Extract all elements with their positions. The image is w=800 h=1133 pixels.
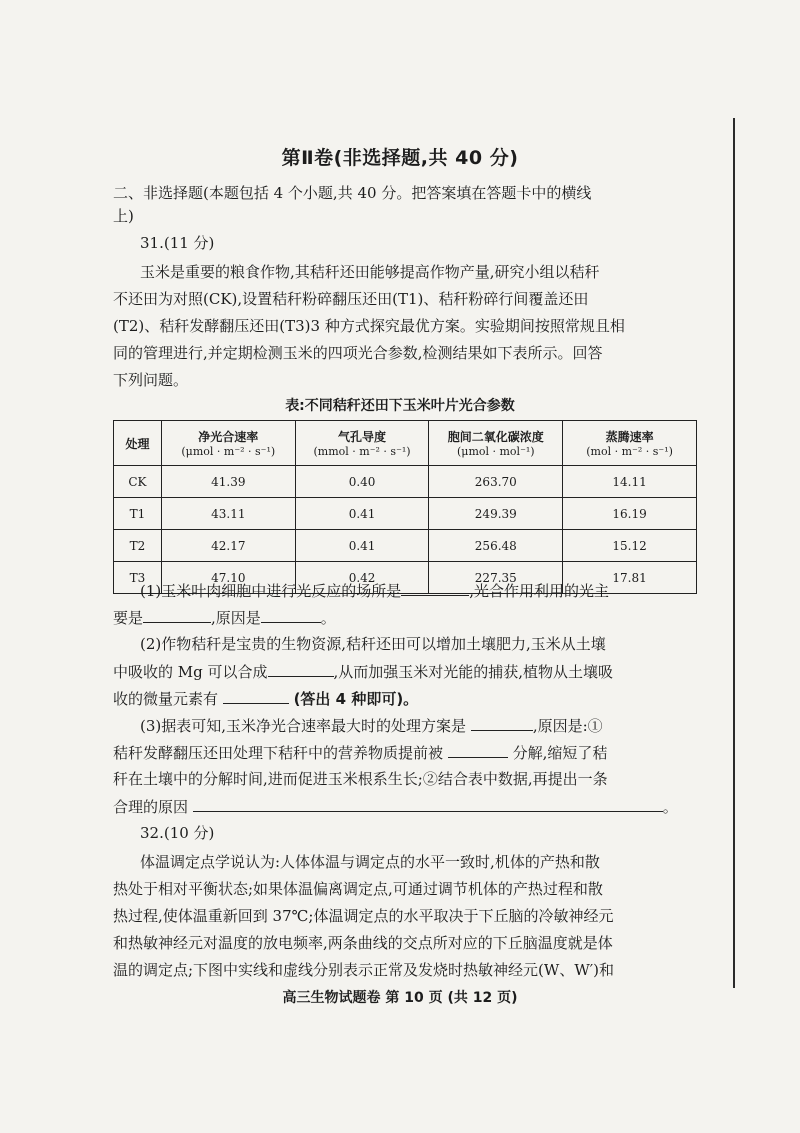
q31-part2-text-c: ,从而加强玉米对光能的捕获,植物从土壤吸 (333, 663, 614, 681)
q31-part3-text-g: 。 (662, 798, 678, 816)
photosynthesis-table (113, 420, 697, 594)
answer-blank[interactable] (268, 661, 334, 677)
table-header-cell: 蒸腾速率 (mol · m⁻² · s⁻¹) (563, 421, 697, 466)
section-title: 第Ⅱ卷(非选择题,共 40 分) (281, 147, 519, 169)
q31-part1-text-a: (1)玉米叶肉细胞中进行光反应的场所是 (140, 582, 402, 600)
table-cell: 14.11 (563, 466, 697, 498)
binding-margin-line (733, 118, 735, 988)
q31-part1-line-1 (140, 580, 730, 601)
table-cell: 227.35 (429, 562, 563, 594)
table-row (114, 530, 697, 562)
q31-part3-line-3: 秆在土壤中的分解时间,进而促进玉米根系生长;②结合表中数据,再提出一条 (113, 770, 608, 788)
table-cell: 256.48 (429, 530, 563, 562)
table-cell: 0.42 (295, 562, 429, 594)
table-cell: 15.12 (563, 530, 697, 562)
q31-intro-line-4: 同的管理进行,并定期检测玉米的四项光合参数,检测结果如下表所示。回答 (113, 344, 603, 362)
q32-text-line-3: 热过程,使体温重新回到 37℃;体温调定点的水平取决于下丘脑的冷敏神经元 (113, 907, 614, 925)
answer-blank[interactable] (261, 607, 321, 623)
q31-part1-text-c: 要是 (113, 609, 144, 627)
table-header-cell: 处理 (114, 421, 162, 466)
instructions-line-2: 上) (113, 207, 134, 225)
q31-part1-line-2 (113, 607, 703, 628)
table-row (114, 466, 697, 498)
table-cell: CK (114, 466, 162, 498)
table-cell: T3 (114, 562, 162, 594)
q31-part1-text-d: ,原因是 (211, 609, 261, 627)
q31-part3-text-c: 秸秆发酵翻压还田处理下秸秆中的营养物质提前被 (113, 744, 444, 762)
table-cell: 17.81 (563, 562, 697, 594)
q32-text-line-1: 体温调定点学说认为:人体体温与调定点的水平一致时,机体的产热和散 (140, 853, 600, 871)
table-header-cell: 净光合速率 (μmol · m⁻² · s⁻¹) (161, 421, 295, 466)
page-footer: 高三生物试题卷 第 10 页 (共 12 页) (282, 990, 518, 1006)
q32-text-line-4: 和热敏神经元对温度的放电频率,两条曲线的交点所对应的下丘脑温度就是体 (113, 934, 613, 952)
answer-blank[interactable] (401, 580, 469, 596)
q31-part2-text-b: 中吸收的 Mg 可以合成 (113, 663, 268, 681)
answer-blank[interactable] (143, 607, 211, 623)
q31-part1-text-b: ,光合作用利用的光主 (469, 582, 610, 600)
answer-blank[interactable] (223, 688, 289, 704)
q31-part2-line-3 (113, 688, 703, 709)
answer-blank[interactable] (193, 796, 663, 812)
table-cell: 249.39 (429, 498, 563, 530)
table-cell: 43.11 (161, 498, 295, 530)
table-header-cell: 气孔导度 (mmol · m⁻² · s⁻¹) (295, 421, 429, 466)
question-31-header: 31.(11 分) (140, 234, 215, 252)
table-cell: T1 (114, 498, 162, 530)
table-cell: 41.39 (161, 466, 295, 498)
q31-part2-text-d: 收的微量元素有 (113, 690, 219, 708)
q31-part3-line-4 (113, 796, 703, 817)
table-cell: 16.19 (563, 498, 697, 530)
table-cell: 47.10 (161, 562, 295, 594)
table-cell: 263.70 (429, 466, 563, 498)
table-cell: 42.17 (161, 530, 295, 562)
q31-intro-line-2: 不还田为对照(CK),设置秸秆粉碎翻压还田(T1)、秸秆粉碎行间覆盖还田 (113, 290, 589, 308)
table-cell: 0.41 (295, 498, 429, 530)
q31-part2-text-e: (答出 4 种即可)。 (293, 690, 419, 708)
instructions-line-1: 二、非选择题(本题包括 4 个小题,共 40 分。把答案填在答题卡中的横线 (113, 184, 592, 202)
q31-part3-line-1 (140, 715, 730, 736)
q31-part3-text-b: ,原因是:① (532, 717, 603, 735)
q31-part3-text-a: (3)据表可知,玉米净光合速率最大时的处理方案是 (140, 717, 467, 735)
answer-blank[interactable] (471, 715, 533, 731)
table-row (114, 498, 697, 530)
q31-part3-text-d: 分解,缩短了秸 (512, 744, 608, 762)
table-cell: T2 (114, 530, 162, 562)
answer-blank[interactable] (448, 742, 508, 758)
question-32-header: 32.(10 分) (140, 824, 215, 842)
q31-part3-line-2 (113, 742, 703, 763)
q31-part2-line-2 (113, 661, 703, 682)
table-caption: 表:不同秸秆还田下玉米叶片光合参数 (285, 398, 515, 414)
table-cell: 0.40 (295, 466, 429, 498)
q31-part1-text-e: 。 (320, 609, 336, 627)
table-header-cell: 胞间二氧化碳浓度 (μmol · mol⁻¹) (429, 421, 563, 466)
q32-text-line-5: 温的调定点;下图中实线和虚线分别表示正常及发烧时热敏神经元(W、W′)和 (113, 961, 615, 979)
q31-intro-line-5: 下列问题。 (113, 371, 189, 389)
q32-text-line-2: 热处于相对平衡状态;如果体温偏离调定点,可通过调节机体的产热过程和散 (113, 880, 603, 898)
q31-intro-line-3: (T2)、秸秆发酵翻压还田(T3)3 种方式探究最优方案。实验期间按照常规且相 (113, 317, 625, 335)
q31-intro-line-1: 玉米是重要的粮食作物,其秸秆还田能够提高作物产量,研究小组以秸秆 (140, 263, 600, 281)
q31-part3-text-f: 合理的原因 (113, 798, 189, 816)
table-cell: 0.41 (295, 530, 429, 562)
q31-part2-line-1: (2)作物秸秆是宝贵的生物资源,秸秆还田可以增加土壤肥力,玉米从土壤 (140, 635, 606, 653)
table-header-row (114, 421, 697, 466)
